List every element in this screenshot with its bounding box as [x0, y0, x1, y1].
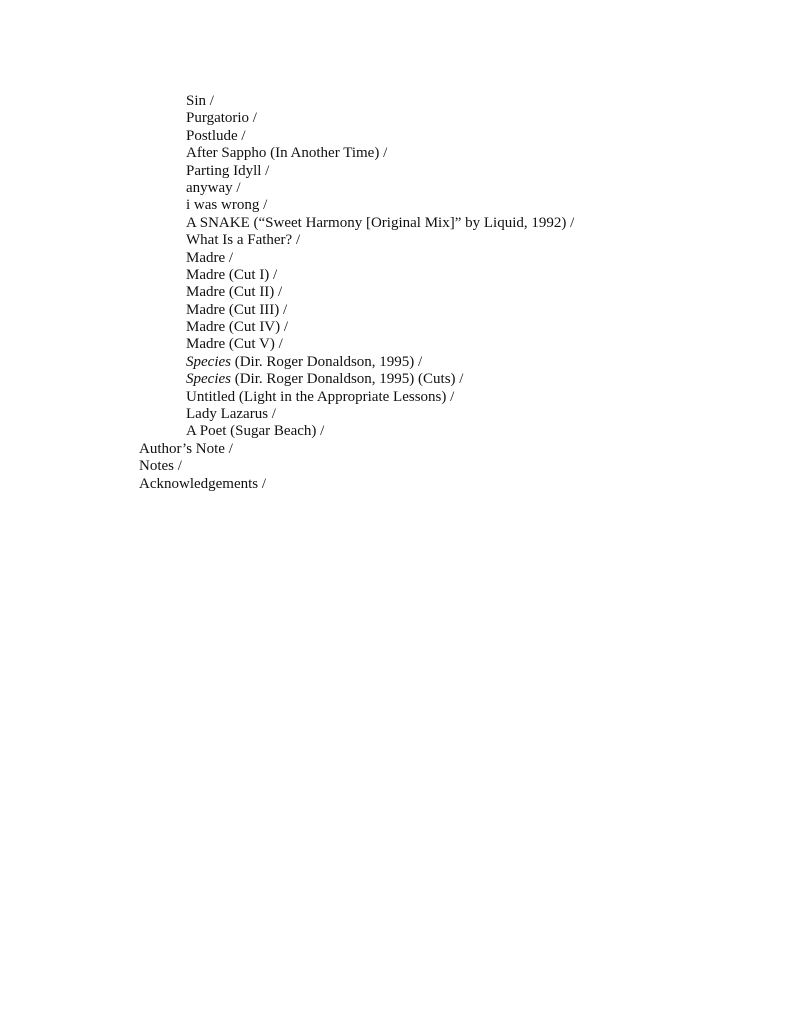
toc-entry: Madre (Cut IV) / [186, 319, 289, 336]
toc-entry: Untitled (Light in the Appropriate Lessons) / [186, 388, 455, 405]
toc-entry: Madre (Cut III) / [186, 301, 288, 318]
toc-entry: A SNAKE (“Sweet Harmony [Original Mix]” by Liquid, 1992) / [186, 214, 575, 231]
toc-section-entry: Acknowledgements / [139, 475, 267, 492]
toc-entry: A Poet (Sugar Beach) / [186, 423, 325, 440]
toc-entry: i was wrong / [186, 197, 268, 214]
toc-entry: anyway / [186, 179, 241, 196]
toc-entry: Species (Dir. Roger Donaldson, 1995) (Cuts) / [186, 371, 464, 388]
toc-entry: Sin / [186, 93, 214, 109]
toc-entry: What Is a Father? / [186, 232, 301, 249]
toc-entry: Madre (Cut II) / [186, 284, 283, 301]
toc-entry: Madre (Cut I) / [186, 266, 278, 283]
toc-entry: Species (Dir. Roger Donaldson, 1995) / [186, 353, 423, 370]
toc-section-entry: Author’s Note / [139, 440, 233, 457]
toc-entry: Postlude / [186, 127, 246, 144]
table-of-contents [139, 93, 759, 493]
toc-entry: After Sappho (In Another Time) / [186, 145, 388, 162]
italic-title: Species [186, 353, 231, 370]
italic-title: Species [186, 371, 231, 388]
toc-entry: Madre (Cut V) / [186, 336, 283, 353]
toc-entry: Purgatorio / [186, 110, 257, 127]
toc-entry: Lady Lazarus / [186, 406, 276, 423]
toc-entry: Parting Idyll / [186, 162, 270, 179]
toc-entry: Madre / [186, 249, 234, 266]
toc-section-entry: Notes / [139, 458, 182, 475]
